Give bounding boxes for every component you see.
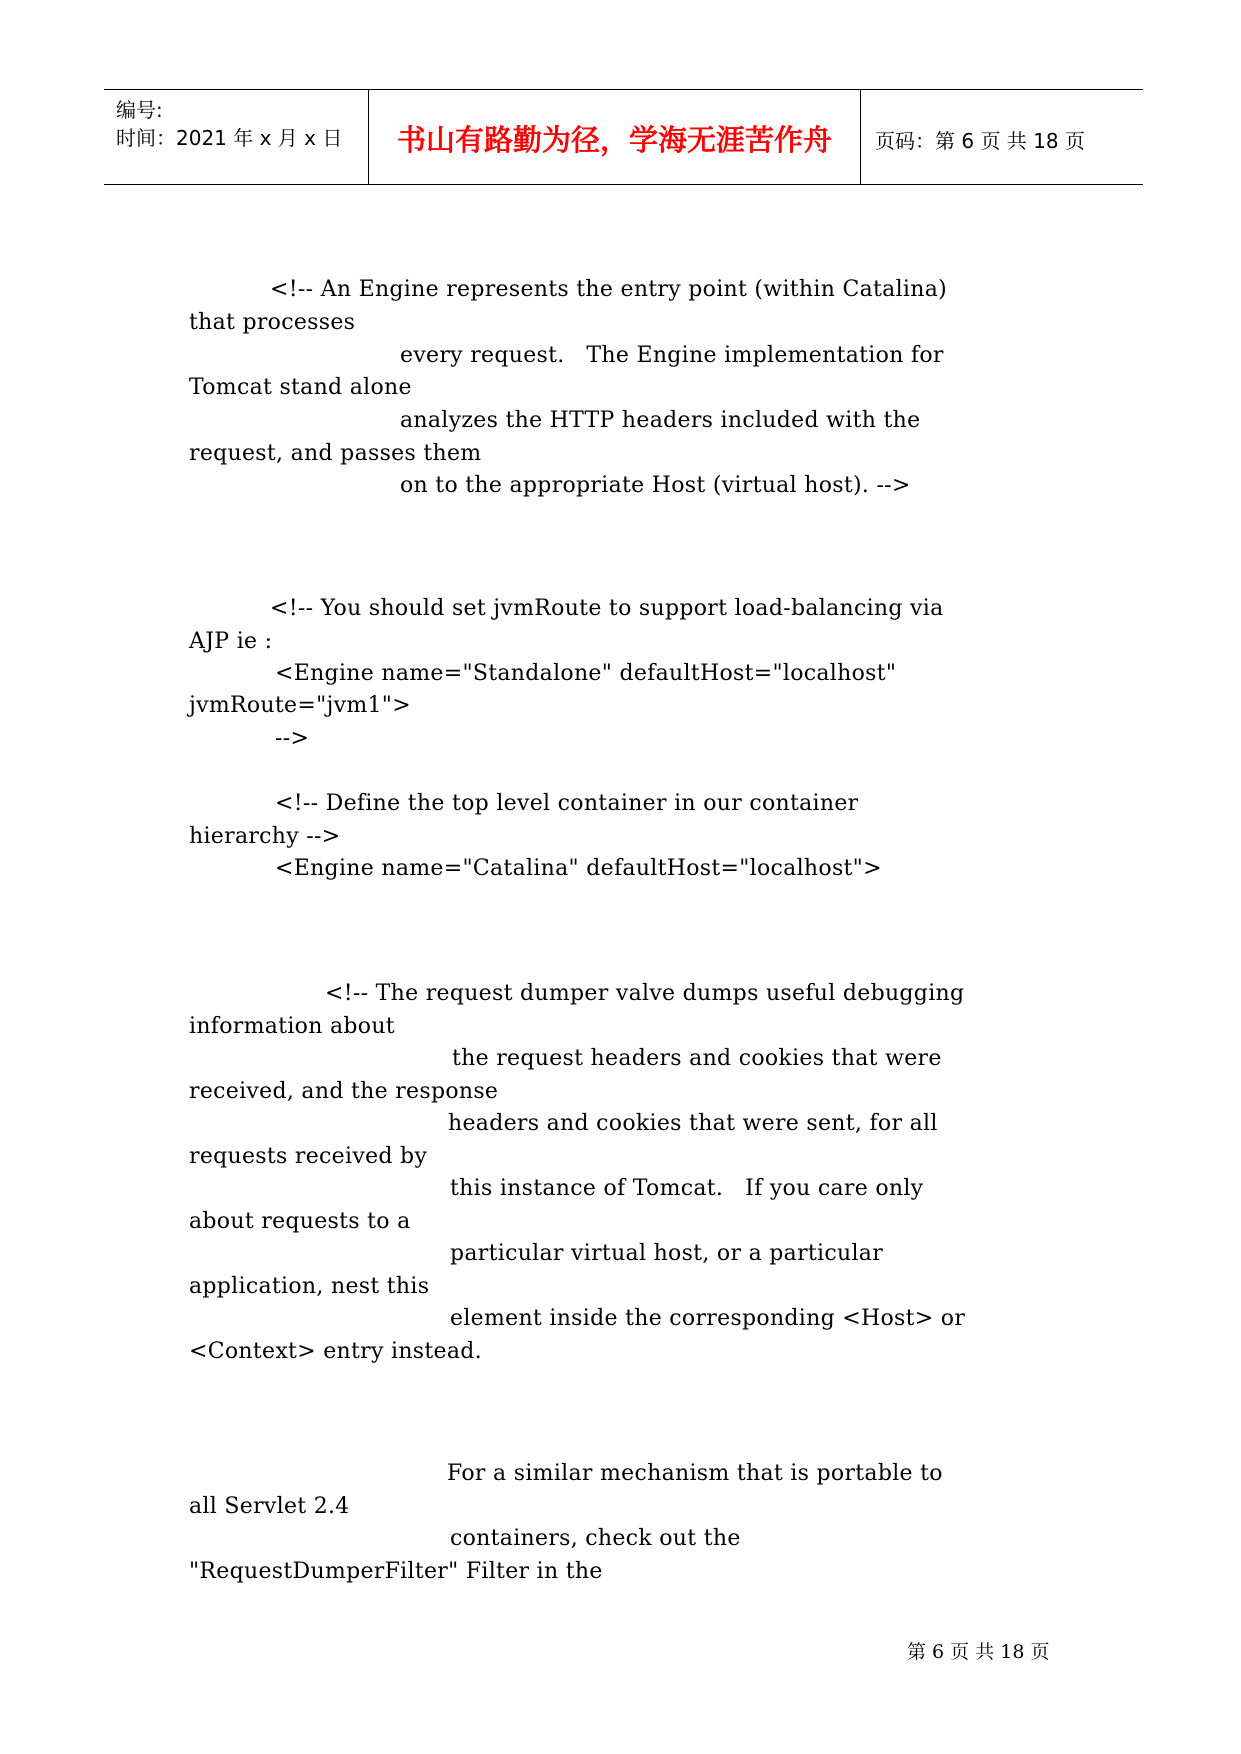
- motto-text: 书山有路勤为径，学海无涯苦作舟: [396, 123, 832, 157]
- text-line: request, and passes them: [189, 441, 482, 466]
- text-line: AJP ie :: [189, 629, 273, 654]
- text-line: analyzes the HTTP headers included with the: [400, 408, 921, 433]
- text-line: <!-- You should set jvmRoute to support load-balancing via: [270, 596, 944, 621]
- text-line: <Engine name="Catalina" defaultHost="localhost">: [275, 856, 882, 881]
- page-footer: 第 6 页 共 18 页: [907, 1641, 1050, 1663]
- text-line: about requests to a: [189, 1209, 411, 1234]
- text-line: For a similar mechanism that is portable to: [447, 1461, 943, 1486]
- text-line: headers and cookies that were sent, for all: [448, 1111, 938, 1136]
- text-line: jvmRoute="jvm1">: [189, 693, 411, 718]
- text-line: -->: [275, 726, 310, 751]
- text-line: containers, check out the: [450, 1526, 741, 1551]
- text-line: "RequestDumperFilter" Filter in the: [189, 1559, 603, 1584]
- text-line: information about: [189, 1014, 395, 1039]
- text-line: <Engine name="Standalone" defaultHost="localhost": [275, 661, 897, 686]
- text-line: Tomcat stand alone: [189, 375, 412, 400]
- text-line: that processes: [189, 310, 356, 335]
- text-line: the request headers and cookies that were: [452, 1046, 942, 1071]
- text-line: on to the appropriate Host (virtual host). -->: [400, 473, 911, 498]
- text-line: received, and the response: [189, 1079, 499, 1104]
- text-line: requests received by: [189, 1144, 428, 1169]
- text-line: <!-- Define the top level container in our container: [275, 791, 859, 816]
- text-line: element inside the corresponding <Host> or: [450, 1306, 966, 1331]
- text-line: this instance of Tomcat. If you care only: [450, 1176, 924, 1201]
- text-line: hierarchy -->: [189, 824, 341, 849]
- text-line: <!-- The request dumper valve dumps useful debugging: [325, 981, 965, 1006]
- text-line: all Servlet 2.4: [189, 1494, 350, 1519]
- text-line: <!-- An Engine represents the entry point (within Catalina): [270, 277, 948, 302]
- serial-label: 编号:: [116, 98, 163, 122]
- text-line: every request. The Engine implementation for: [400, 343, 944, 368]
- text-line: <Context> entry instead.: [189, 1339, 482, 1364]
- text-line: application, nest this: [189, 1274, 430, 1299]
- page-code: 页码：第 6 页 共 18 页: [875, 129, 1085, 153]
- text-line: particular virtual host, or a particular: [450, 1241, 884, 1266]
- time-label: 时间：2021 年 x 月 x 日: [116, 126, 343, 150]
